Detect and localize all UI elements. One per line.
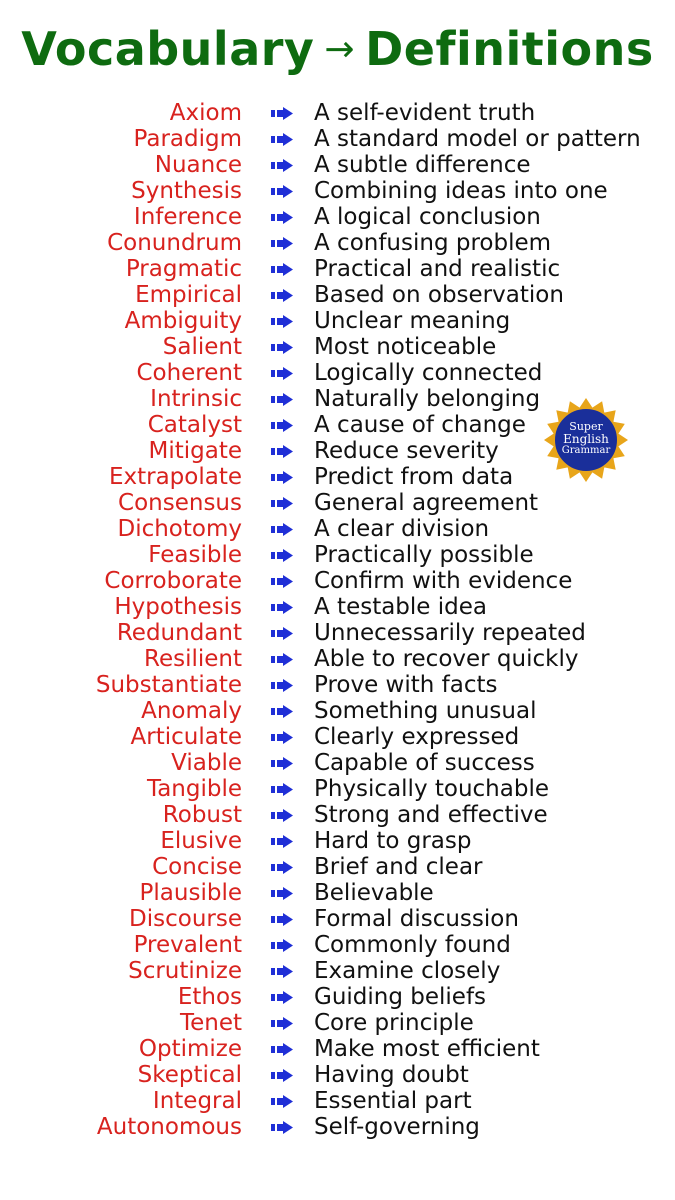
term: Viable: [171, 750, 242, 776]
term: Redundant: [116, 620, 242, 646]
arrow-right-icon: [271, 237, 293, 250]
definition: Prove with facts: [314, 672, 498, 698]
definition: A confusing problem: [314, 230, 552, 256]
arrow-right-icon: [271, 575, 293, 588]
term: Feasible: [148, 542, 242, 568]
arrow-right-icon: [271, 601, 293, 614]
list-item: [0, 308, 675, 334]
definition: Examine closely: [314, 958, 501, 984]
list-item: [0, 802, 675, 828]
term: Plausible: [139, 880, 242, 906]
page-title: [0, 22, 675, 76]
definition: Unclear meaning: [314, 308, 511, 334]
definition: Naturally belonging: [314, 386, 541, 412]
list-item: [0, 620, 675, 646]
list-item: [0, 256, 675, 282]
list-item: [0, 360, 675, 386]
definition: Logically connected: [314, 360, 543, 386]
arrow-right-icon: [271, 107, 293, 120]
arrow-right-icon: [271, 991, 293, 1004]
definition: A clear division: [314, 516, 490, 542]
list-item: [0, 932, 675, 958]
definition: Capable of success: [314, 750, 535, 776]
definition: A self-evident truth: [314, 100, 536, 126]
list-item: [0, 724, 675, 750]
term: Intrinsic: [150, 386, 242, 412]
list-item: [0, 958, 675, 984]
definition: Combining ideas into one: [314, 178, 608, 204]
term: Dichotomy: [117, 516, 242, 542]
list-item: [0, 1062, 675, 1088]
arrow-right-icon: [271, 861, 293, 874]
term: Ethos: [177, 984, 242, 1010]
term: Tangible: [146, 776, 242, 802]
list-item: [0, 906, 675, 932]
term: Substantiate: [95, 672, 242, 698]
term: Nuance: [154, 152, 242, 178]
term: Discourse: [129, 906, 242, 932]
list-item: [0, 230, 675, 256]
term: Catalyst: [147, 412, 242, 438]
list-item: [0, 126, 675, 152]
term: Synthesis: [131, 178, 242, 204]
arrow-right-icon: [271, 1121, 293, 1134]
term: Autonomous: [96, 1114, 242, 1140]
arrow-right-icon: [271, 809, 293, 822]
definition: Make most efficient: [314, 1036, 540, 1062]
term: Hypothesis: [114, 594, 242, 620]
definition: Able to recover quickly: [314, 646, 579, 672]
list-item: [0, 880, 675, 906]
term: Consensus: [118, 490, 242, 516]
definition: A subtle difference: [314, 152, 531, 178]
list-item: [0, 490, 675, 516]
arrow-right-icon: [271, 1069, 293, 1082]
list-item: [0, 646, 675, 672]
arrow-right-icon: [271, 705, 293, 718]
arrow-right-icon: [271, 913, 293, 926]
arrow-right-icon: [271, 445, 293, 458]
list-item: [0, 1010, 675, 1036]
arrow-right-icon: [271, 367, 293, 380]
definition: Essential part: [314, 1088, 472, 1114]
arrow-right-icon: [271, 497, 293, 510]
badge-line-3: Grammar: [561, 445, 611, 456]
arrow-right-icon: [271, 341, 293, 354]
term: Articulate: [130, 724, 242, 750]
list-item: [0, 542, 675, 568]
term: Resilient: [144, 646, 242, 672]
arrow-right-icon: [271, 783, 293, 796]
definition: Strong and effective: [314, 802, 548, 828]
definition: Physically touchable: [314, 776, 549, 802]
arrow-right-icon: [271, 289, 293, 302]
term: Optimize: [138, 1036, 242, 1062]
term: Coherent: [136, 360, 242, 386]
definition: Clearly expressed: [314, 724, 520, 750]
list-item: [0, 568, 675, 594]
definition: A cause of change: [314, 412, 526, 438]
definition: General agreement: [314, 490, 539, 516]
definition: Predict from data: [314, 464, 514, 490]
arrow-right-icon: [271, 159, 293, 172]
definition: Core principle: [314, 1010, 474, 1036]
term: Elusive: [160, 828, 242, 854]
term: Integral: [152, 1088, 242, 1114]
arrow-right-icon: [271, 133, 293, 146]
definition: A standard model or pattern: [314, 126, 641, 152]
term: Extrapolate: [108, 464, 242, 490]
arrow-right-icon: [271, 419, 293, 432]
definition: Most noticeable: [314, 334, 497, 360]
term: Ambiguity: [124, 308, 242, 334]
arrow-right-icon: [271, 393, 293, 406]
term: Paradigm: [133, 126, 242, 152]
definition: Believable: [314, 880, 434, 906]
term: Robust: [162, 802, 242, 828]
list-item: [0, 698, 675, 724]
arrow-right-icon: [271, 1095, 293, 1108]
definition: Brief and clear: [314, 854, 483, 880]
arrow-right-icon: [271, 1043, 293, 1056]
term: Scrutinize: [128, 958, 242, 984]
arrow-right-icon: [271, 185, 293, 198]
term: Skeptical: [137, 1062, 242, 1088]
arrow-right-icon: [271, 549, 293, 562]
arrow-right-icon: [271, 653, 293, 666]
definition: Practically possible: [314, 542, 534, 568]
definition: Commonly found: [314, 932, 511, 958]
term: Empirical: [135, 282, 242, 308]
definition: A testable idea: [314, 594, 487, 620]
arrow-right-icon: [271, 1017, 293, 1030]
list-item: [0, 672, 675, 698]
list-item: [0, 984, 675, 1010]
arrow-right-icon: [271, 211, 293, 224]
term: Anomaly: [141, 698, 242, 724]
arrow-right-icon: [271, 523, 293, 536]
definition: Confirm with evidence: [314, 568, 573, 594]
arrow-right-icon: [271, 757, 293, 770]
definition: Practical and realistic: [314, 256, 561, 282]
term: Prevalent: [133, 932, 242, 958]
definition: Something unusual: [314, 698, 537, 724]
term: Conundrum: [107, 230, 242, 256]
title-left: Vocabulary: [21, 22, 315, 76]
arrow-right-icon: [271, 731, 293, 744]
definition: Unnecessarily repeated: [314, 620, 586, 646]
list-item: [0, 828, 675, 854]
list-item: [0, 750, 675, 776]
definition: A logical conclusion: [314, 204, 541, 230]
term: Salient: [162, 334, 242, 360]
arrow-right-icon: [271, 627, 293, 640]
arrow-right-icon: [271, 471, 293, 484]
badge-line-2: English: [563, 432, 609, 446]
title-arrow: →: [324, 29, 356, 70]
list-item: [0, 100, 675, 126]
title-right: Definitions: [365, 22, 654, 76]
list-item: [0, 178, 675, 204]
arrow-right-icon: [271, 263, 293, 276]
vocabulary-list: [0, 100, 675, 1140]
list-item: [0, 776, 675, 802]
term: Axiom: [169, 100, 242, 126]
definition: Reduce severity: [314, 438, 499, 464]
term: Pragmatic: [125, 256, 242, 282]
list-item: [0, 854, 675, 880]
list-item: [0, 1088, 675, 1114]
arrow-right-icon: [271, 835, 293, 848]
arrow-right-icon: [271, 315, 293, 328]
arrow-right-icon: [271, 965, 293, 978]
term: Corroborate: [104, 568, 242, 594]
definition: Based on observation: [314, 282, 564, 308]
definition: Self-governing: [314, 1114, 480, 1140]
list-item: [0, 204, 675, 230]
definition: Having doubt: [314, 1062, 469, 1088]
term: Tenet: [179, 1010, 242, 1036]
arrow-right-icon: [271, 939, 293, 952]
badge-line-1: Super: [569, 420, 603, 433]
list-item: [0, 334, 675, 360]
list-item: [0, 1114, 675, 1140]
list-item: [0, 152, 675, 178]
arrow-right-icon: [271, 679, 293, 692]
list-item: [0, 594, 675, 620]
list-item: [0, 1036, 675, 1062]
definition: Formal discussion: [314, 906, 519, 932]
term: Mitigate: [148, 438, 242, 464]
definition: Hard to grasp: [314, 828, 472, 854]
definition: Guiding beliefs: [314, 984, 487, 1010]
list-item: [0, 282, 675, 308]
list-item: [0, 516, 675, 542]
arrow-right-icon: [271, 887, 293, 900]
term: Inference: [133, 204, 242, 230]
term: Concise: [152, 854, 242, 880]
